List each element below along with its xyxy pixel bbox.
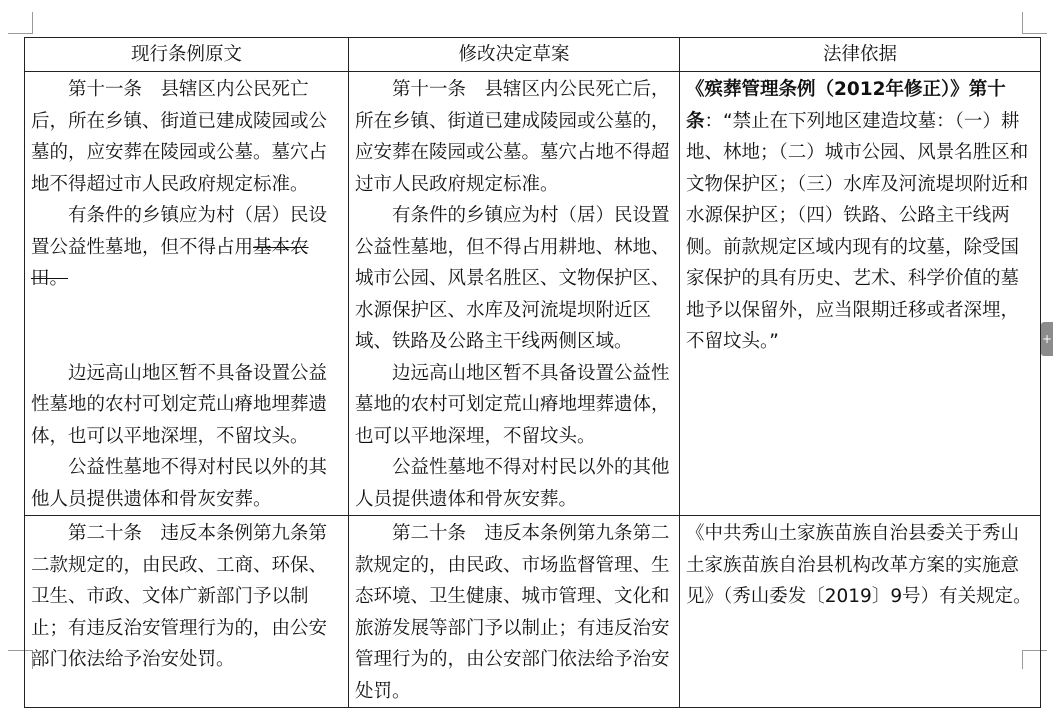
- header-legal-basis: 法律依据: [680, 38, 1041, 72]
- crop-mark-top-right-h: [1023, 33, 1047, 34]
- paragraph: 第二十条 违反本条例第九条第二款规定的，由民政、市场监督管理、生态环境、卫生健康、城市管理、文化和旅游发展等部门予以制止；有违反治安管理行为的，由公安部门依法给予治安处罚。: [355, 523, 670, 702]
- paragraph: 第十一条 县辖区内公民死亡后，所在乡镇、街道已建成陵园或公墓的，应安葬在陵园或公墓。墓穴占地不得超过市人民政府规定标准。: [31, 79, 328, 195]
- crop-mark-top-left-v: [32, 12, 33, 34]
- paragraph: [31, 200, 344, 295]
- table-row: [25, 516, 1041, 708]
- paragraph: 《中共秀山土家族苗族自治县委关于秀山土家族苗族自治县机构改革方案的实施意见》（秀山委发〔2019〕9号）有关规定。: [686, 523, 1032, 607]
- crop-mark-top-right-v: [1022, 12, 1023, 34]
- paragraph: 有条件的乡镇应为村（居）民设置公益性墓地，但不得占用耕地、林地、城市公园、风景名胜区、文物保护区、水源保护区、水库及河流堤坝附近区域、铁路及公路主干线两侧区域。: [355, 205, 670, 352]
- paragraph: 边远高山地区暂不具备设置公益性墓地的农村可划定荒山瘠地埋葬遗体，也可以平地深埋，不留坟头。: [355, 362, 670, 447]
- cell-basis-article-20: [680, 516, 1041, 708]
- table-header-row: [25, 38, 1041, 72]
- paragraph: 第二十条 违反本条例第九条第二款规定的，由民政、工商、环保、卫生、市政、文体广新部门予以制止；有违反治安管理行为的，由公安部门依法给予治安处罚。: [31, 523, 328, 670]
- cell-original-article-11: [25, 72, 349, 516]
- cell-draft-article-20: [349, 516, 680, 708]
- cell-draft-article-11: [349, 72, 680, 516]
- paragraph: 公益性墓地不得对村民以外的其他人员提供遗体和骨灰安葬。: [31, 457, 328, 510]
- plus-icon: +: [1041, 332, 1053, 346]
- cell-original-article-20: [25, 516, 349, 708]
- paragraph-text: 有条件的乡镇应为村（居）民设置公益性墓地，但不得占用: [31, 205, 328, 258]
- crop-mark-top-left-h: [8, 33, 32, 34]
- regulation-citation: 《殡葬管理条例（2012年修正）》第十条: [686, 79, 1006, 132]
- side-panel-toggle[interactable]: [1041, 322, 1053, 356]
- header-draft-amendment: 修改决定草案: [349, 38, 680, 72]
- regulation-quote: ：“禁止在下列地区建造坟墓：（一）耕地、林地；（二）城市公园、风景名胜区和文物保护区；（三）水库及河流堤坝附近和水源保护区；（四）铁路、公路主干线两侧。前款规定区域内现有的坟墓，除受国家保护的具有历史、艺术、科学价值的墓地予以保留外，应当限期迁移或者深埋，不留坟头。”: [686, 110, 1029, 352]
- spacer: [31, 295, 344, 358]
- paragraph: 边远高山地区暂不具备设置公益性墓地的农村可划定荒山瘠地埋葬遗体，也可以平地深埋，不留坟头。: [31, 362, 328, 447]
- header-original-text: 现行条例原文: [25, 38, 349, 72]
- paragraph: [686, 74, 1036, 358]
- paragraph: 公益性墓地不得对村民以外的其他人员提供遗体和骨灰安葬。: [355, 457, 670, 510]
- struck-text: 基本农田。: [31, 236, 309, 289]
- cell-basis-article-11: [680, 72, 1041, 516]
- table-row: [25, 72, 1041, 516]
- comparison-table: [24, 37, 1041, 708]
- paragraph: 第十一条 县辖区内公民死亡后，所在乡镇、街道已建成陵园或公墓的，应安葬在陵园或公墓。墓穴占地不得超过市人民政府规定标准。: [355, 79, 670, 195]
